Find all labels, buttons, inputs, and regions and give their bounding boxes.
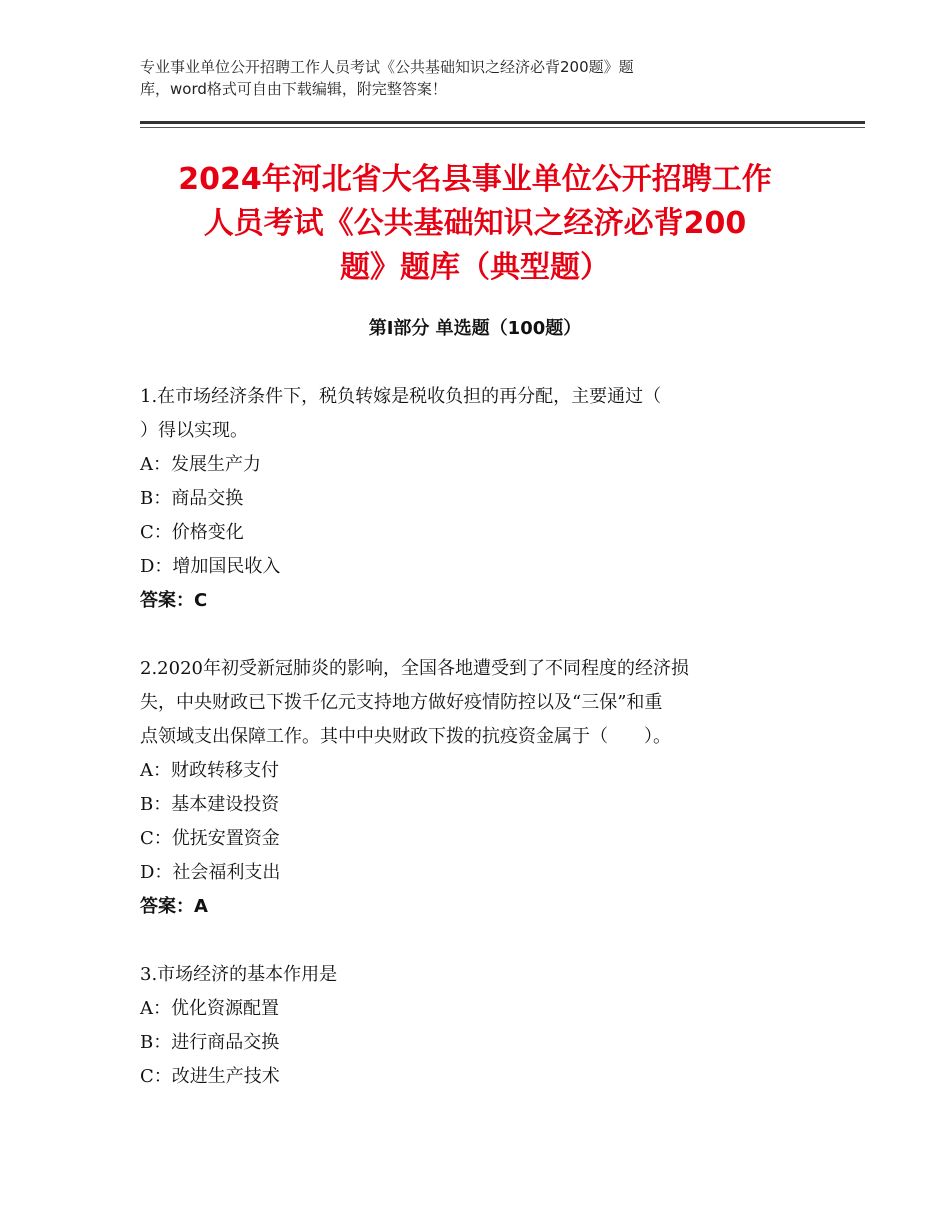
question-2-stem: 失，中央财政已下拨千亿元支持地方做好疫情防控以及“三保”和重 xyxy=(140,692,663,713)
title-line: 题》题库（典型题） xyxy=(340,250,610,285)
question-1-option-b: B：商品交换 xyxy=(140,488,244,509)
question-1-answer: 答案：C xyxy=(140,590,208,611)
section-title: 第Ⅰ部分 单选题（100题） xyxy=(368,318,582,339)
title-line: 人员考试《公共基础知识之经济必背200 xyxy=(203,206,747,241)
header-note-line: 专业事业单位公开招聘工作人员考试《公共基础知识之经济必背200题》题 xyxy=(140,58,634,76)
question-3-option-c: C：改进生产技术 xyxy=(140,1066,280,1087)
question-3-option-a: A：优化资源配置 xyxy=(140,998,279,1019)
question-1-option-d: D：增加国民收入 xyxy=(140,556,281,577)
header-rule-thin xyxy=(140,127,865,128)
question-2-option-a: A：财政转移支付 xyxy=(140,760,279,781)
header-note xyxy=(140,56,780,100)
question-1-option-a: A：发展生产力 xyxy=(140,454,261,475)
question-2-stem: 2.2020年初受新冠肺炎的影响，全国各地遭受到了不同程度的经济损 xyxy=(140,658,689,679)
question-3-option-b: B：进行商品交换 xyxy=(140,1032,280,1053)
title-line: 2024年河北省大名县事业单位公开招聘工作 xyxy=(178,162,772,197)
question-3-stem: 3.市场经济的基本作用是 xyxy=(140,964,338,985)
document-title xyxy=(140,158,810,290)
header-rule-thick xyxy=(140,121,865,124)
question-1-stem: 1.在市场经济条件下，税负转嫁是税收负担的再分配，主要通过（ xyxy=(140,386,662,407)
question-2-option-b: B：基本建设投资 xyxy=(140,794,280,815)
question-1-stem: ）得以实现。 xyxy=(140,420,248,441)
question-2-option-d: D：社会福利支出 xyxy=(140,862,281,883)
question-2-answer: 答案：A xyxy=(140,896,208,917)
question-2-stem: 点领域支出保障工作。其中中央财政下拨的抗疫资金属于（ ）。 xyxy=(140,726,671,747)
question-1-option-c: C：价格变化 xyxy=(140,522,244,543)
header-note-line: 库，word格式可自由下载编辑，附完整答案！ xyxy=(140,80,447,98)
question-2-option-c: C：优抚安置资金 xyxy=(140,828,280,849)
